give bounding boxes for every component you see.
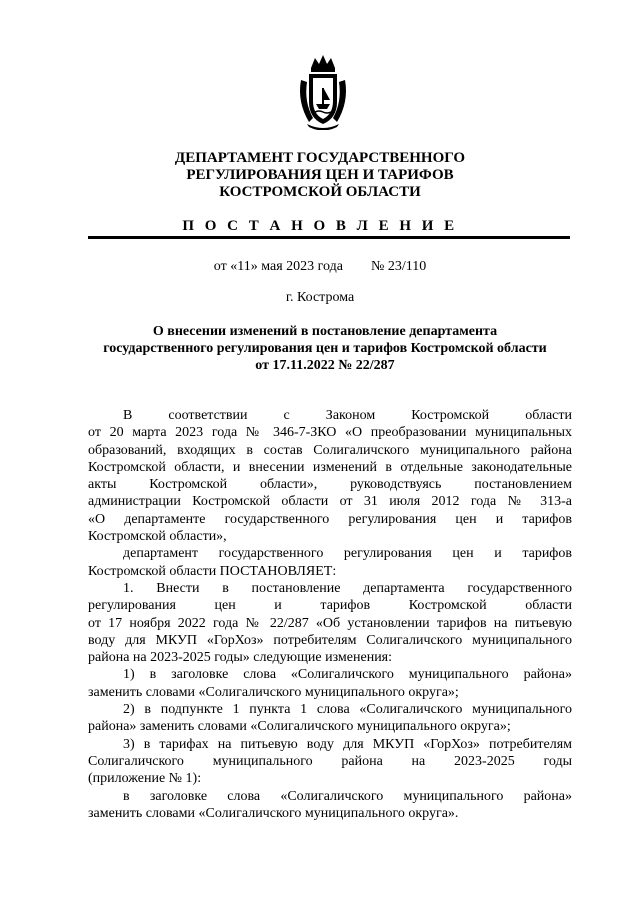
- body-line: от 20 марта 2023 года № 346-7-ЗКО «О преобразовании муниципальных: [88, 425, 572, 441]
- document-date: от «11» мая 2023 года: [213, 259, 343, 274]
- title-line-1: О внесении изменений в постановление департамента: [152, 324, 498, 339]
- document-type: П О С Т А Н О В Л Е Н И Е: [182, 218, 458, 234]
- body-line: воду для МКУП «ГорХоз» потребителям Солигаличского муниципального: [88, 632, 572, 648]
- body-line: акты Костромской области», руководствуясь постановлением: [88, 477, 572, 493]
- body-line: от 17 ноября 2022 года № 22/287 «Об установлении тарифов на питьевую: [88, 615, 572, 631]
- body-line: 2) в подпункте 1 пункта 1 слова «Солигаличского муниципального: [123, 702, 572, 718]
- body-line: Костромской области, и внесении изменений в отдельные законодательные: [88, 459, 572, 475]
- body-line: «О департаменте государственного регулирования цен и тарифов: [88, 511, 572, 527]
- department-name: [120, 150, 520, 201]
- document-body: [88, 407, 572, 822]
- body-line: образований, входящих в состав Солигаличского муниципального района: [88, 442, 572, 458]
- date-number-line: [120, 259, 520, 275]
- department-name-line-3: КОСТРОМСКОЙ ОБЛАСТИ: [219, 184, 421, 200]
- kostroma-coat-of-arms-icon: [295, 52, 351, 130]
- body-line: Солигаличского муниципального района на 2023-2025 годы: [88, 753, 572, 769]
- body-line: в заголовке слова «Солигаличского муниципального района»: [123, 788, 572, 804]
- title-line-2: государственного регулирования цен и тарифов Костромской области: [103, 341, 547, 356]
- body-line: 1. Внести в постановление департамента государственного: [123, 580, 572, 596]
- document-title: [80, 323, 570, 374]
- document-number: № 23/110: [370, 259, 427, 274]
- body-line: (приложение № 1):: [88, 771, 202, 787]
- department-name-line-1: ДЕПАРТАМЕНТ ГОСУДАРСТВЕННОГО: [174, 150, 466, 166]
- body-line: Костромской области»,: [88, 529, 227, 545]
- title-line-3: от 17.11.2022 № 22/287: [255, 358, 395, 373]
- body-line: В соответствии с Законом Костромской области: [123, 408, 572, 423]
- body-line: 3) в тарифах на питьевую воду для МКУП «ГорХоз» потребителям: [123, 736, 572, 752]
- body-line: департамент государственного регулирования цен и тарифов: [123, 546, 572, 562]
- body-line: заменить словами «Солигаличского муниципального округа»;: [88, 684, 459, 700]
- body-line: администрации Костромской области от 31 июля 2012 года № 313-а: [88, 494, 572, 510]
- body-line: района на 2023-2025 годы» следующие изменения:: [88, 650, 393, 666]
- header-divider: [88, 236, 570, 239]
- body-line: 1) в заголовке слова «Солигаличского муниципального района»: [123, 667, 572, 683]
- body-line: района» заменить словами «Солигаличского муниципального округа»;: [88, 719, 511, 735]
- body-line: регулирования цен и тарифов Костромской области: [88, 598, 572, 614]
- document-city: г. Кострома: [285, 290, 355, 305]
- department-name-line-2: РЕГУЛИРОВАНИЯ ЦЕН И ТАРИФОВ: [186, 167, 454, 183]
- body-line: Костромской области ПОСТАНОВЛЯЕТ:: [88, 563, 337, 579]
- body-line: заменить словами «Солигаличского муниципального округа».: [88, 805, 459, 821]
